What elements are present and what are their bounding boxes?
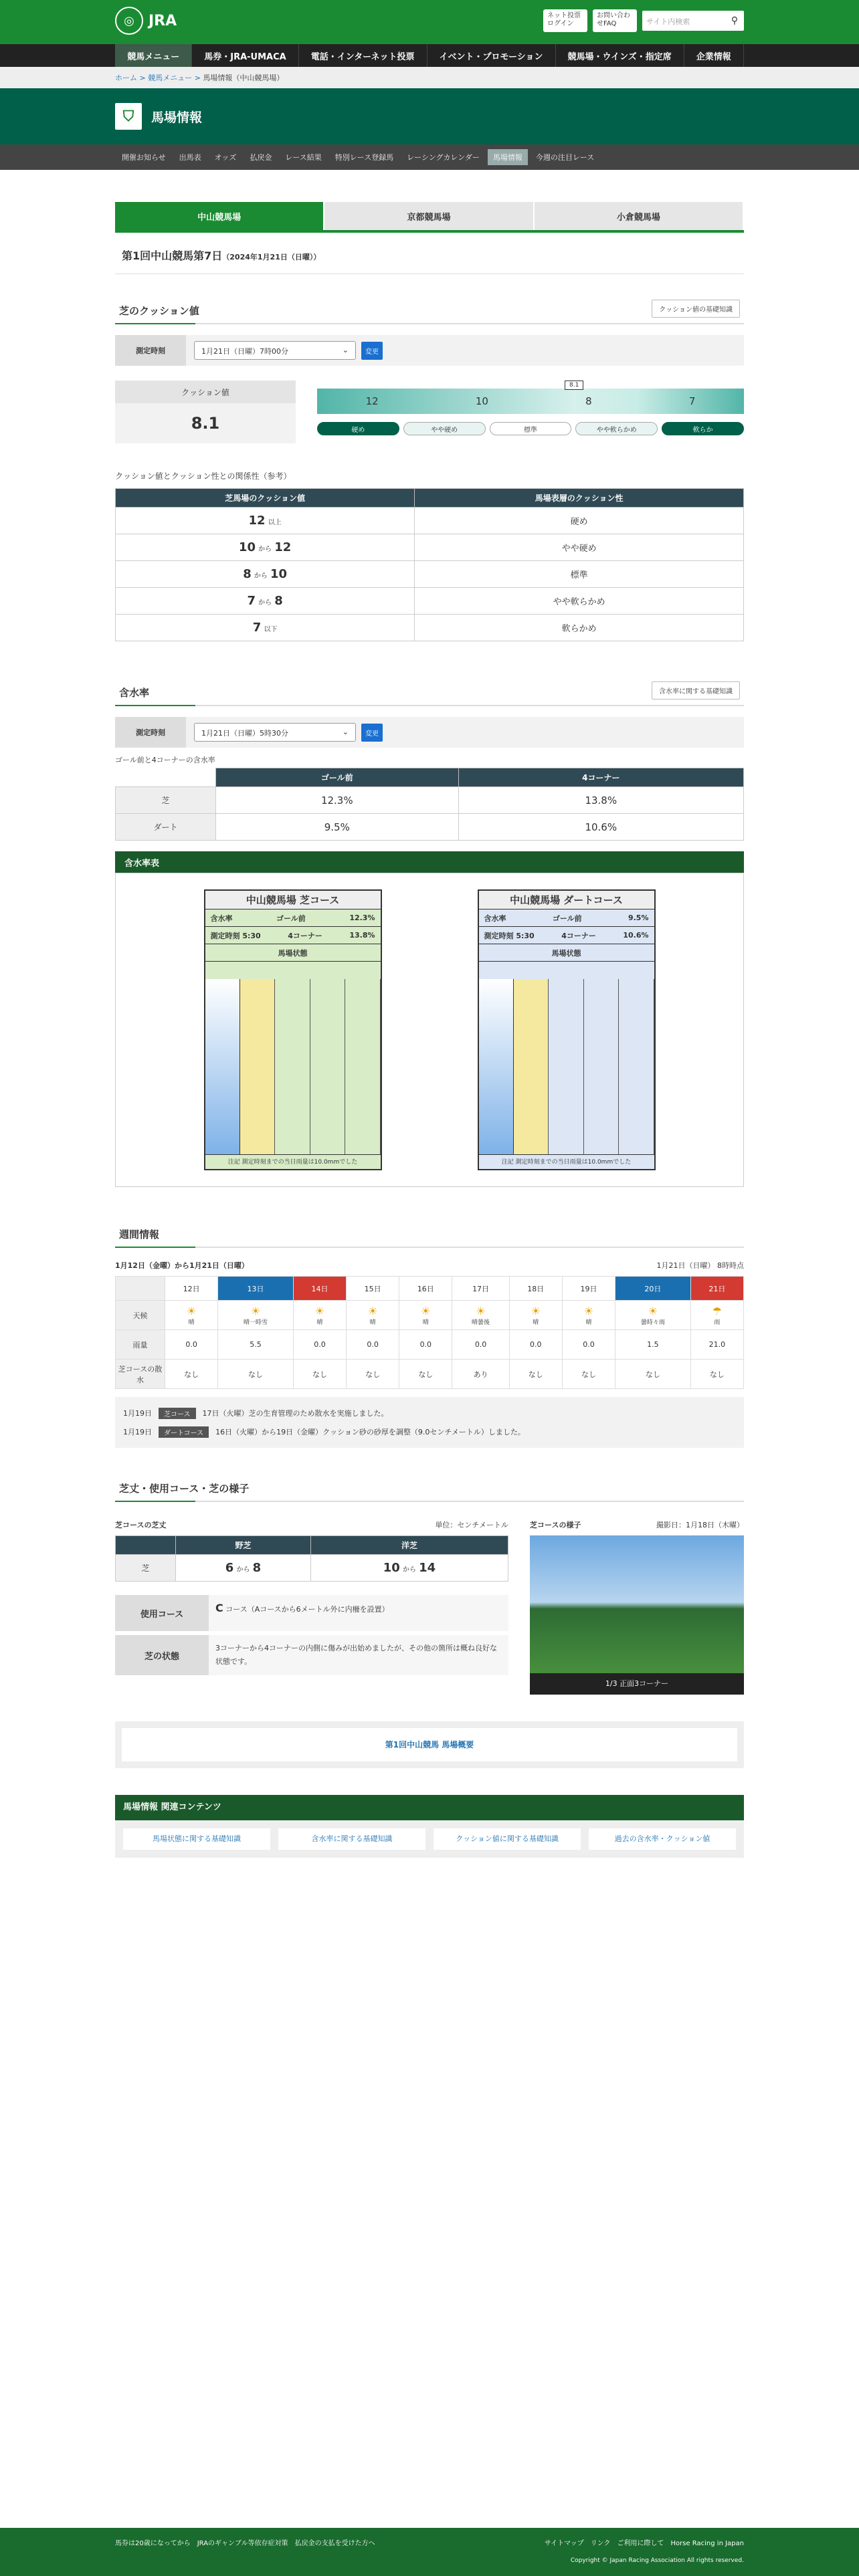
day-header: 16日 [399,1277,452,1301]
page-title-bar [0,88,859,144]
cushion-knowledge-button[interactable]: クッション値の基礎知識 [652,300,740,318]
subnav-item[interactable]: 特別レース登録馬 [335,153,394,162]
site-header [0,0,859,44]
day-header: 14日 [293,1277,346,1301]
related-link[interactable]: 馬場状態に関する基礎知識 [123,1828,270,1850]
weather-cell: ☀ 晴曇後 [452,1301,509,1330]
weather-icon: ☀ [186,1304,197,1317]
subnav-item[interactable]: 開催お知らせ [122,153,166,162]
table-row: ダート 9.5% 10.6% [116,814,744,841]
weather-cell: ☀ 晴 [509,1301,562,1330]
crumb-current: 馬場情報（中山競馬場） [203,74,284,82]
weather-cell: ☀ 晴 [293,1301,346,1330]
relation-caption: クッション値とクッション性との関係性（参考） [115,471,292,481]
jra-logo-icon: ◎ [115,7,143,35]
weather-cell: ☂ 雨 [690,1301,743,1330]
login-button[interactable]: ネット投票ログイン [543,9,587,32]
list-item: 1月19日 ダートコース 16日（火曜）から19日（金曜）クッション砂の砂厚を調整（9.0センチメートル）しました。 [123,1422,736,1441]
search-input[interactable]: サイト内検索 ⚲ [642,11,744,31]
table-row: 7 以下 軟らかめ [116,615,744,641]
related-link[interactable]: 含水率に関する基礎知識 [278,1828,425,1850]
weekly-table: 12日 13日 14日 15日 16日 17日 18日 19日 20日 21日 天候 ☀ 晴 ☀ 晴一時雪 ☀ 晴 ☀ 晴 ☀ 晴 ☀ 晴曇後 ☀ 晴 ☀ 晴 ☀ 曇時々雨 ☂ 雨 雨量 0.0 5.5 0.0 0.0 0.0 0.0 0.0 0.0 1.5 21.0 芝コースの散水 なし なし なし なし なし あり なし なし なし なし [115,1276,744,1389]
cushion-section-header: 芝のクッション値 クッション値の基礎知識 [115,300,744,324]
day-header: 12日 [165,1277,218,1301]
subnav-item[interactable]: 馬場情報 [488,149,528,165]
weather-icon: ☀ [583,1304,594,1317]
day-header: 20日 [615,1277,691,1301]
moisture-change-button[interactable]: 変更 [361,724,383,742]
cushion-scale: 8.1 12 10 8 7 硬め やや硬め 標準 やや軟らかめ 軟らか [317,381,744,443]
cushion-change-button[interactable]: 変更 [361,342,383,360]
day-header: 18日 [509,1277,562,1301]
site-footer [0,2528,859,2576]
grass-condition-row: 芝の状態 3コーナーから4コーナーの内側に傷みが出始めましたが、その他の箇所は概ね良好な状態です。 [115,1635,508,1675]
weather-cell: ☀ 晴 [165,1301,218,1330]
tab-kokura[interactable]: 小倉競馬場 [535,202,744,230]
table-row: 10 から 12 やや硬め [116,534,744,561]
weather-icon: ☀ [367,1304,378,1317]
subnav-item[interactable]: オッズ [214,153,237,162]
dirt-moisture-chart: 中山競馬場 ダートコース 含水率 ゴール前 9.5% 測定時刻 5:30 4コーナー 10.6% 馬場状態 注記 測定時刻までの当日雨量は10.0mmでした [478,889,656,1170]
weather-icon: ☀ [476,1304,486,1317]
search-icon[interactable]: ⚲ [731,15,739,26]
subnav-item[interactable]: レーシングカレンダー [407,153,480,162]
subnav-item[interactable]: 出馬表 [179,153,201,162]
weather-cell: ☀ 晴 [399,1301,452,1330]
crumb-home[interactable]: ホーム [115,74,137,82]
gnav-item[interactable]: 競馬場・ウインズ・指定席 [556,44,684,67]
copyright: Copyright © Japan Racing Association All rights reserved. [570,2557,744,2564]
turf-icon: ⛉ [115,103,142,130]
gnav-item[interactable]: 競馬メニュー [115,44,192,67]
faq-button[interactable]: お問い合わせFAQ [593,9,637,32]
weather-icon: ☀ [648,1304,658,1317]
moisture-chart-bar: 含水率表 [115,851,744,873]
table-row: 12 以上 硬め [116,508,744,534]
photo-pager[interactable]: 1/3 正面3コーナー [530,1673,744,1695]
day-header: 21日 [690,1277,743,1301]
sub-nav [0,144,859,170]
meeting-heading: 第1回中山競馬第7日（2024年1月21日（日曜）） [115,247,744,274]
chevron-down-icon: ⌄ [342,728,349,736]
weather-cell: ☀ 晴一時雪 [218,1301,294,1330]
footer-links-right[interactable]: サイトマップ リンク ご利用に際して Horse Racing in Japan [544,2540,744,2547]
related-link[interactable]: 過去の含水率・クッション値 [589,1828,736,1850]
gnav-item[interactable]: イベント・プロモーション [427,44,556,67]
day-header: 17日 [452,1277,509,1301]
table-row: 芝 12.3% 13.8% [116,787,744,814]
day-header: 15日 [347,1277,399,1301]
weather-icon: ☀ [250,1304,261,1317]
subnav-item[interactable]: 今週の注目レース [535,153,595,162]
weather-icon: ☀ [421,1304,431,1317]
table-row: 芝 6 から 8 10 から 14 [116,1555,508,1582]
breadcrumb: ホーム > 競馬メニュー > 馬場情報（中山競馬場） [0,67,859,88]
cushion-time-row: 測定時刻 1月21日（日曜）7時00分 ⌄ 変更 [115,335,744,366]
gnav-item[interactable]: 企業情報 [684,44,744,67]
moisture-time-select[interactable]: 1月21日（日曜）5時30分 ⌄ [194,723,356,742]
turf-moisture-chart: 中山競馬場 芝コース 含水率 ゴール前 12.3% 測定時刻 5:30 4コーナー 13.8% 馬場状態 注記 測定時刻までの当日雨量は10.0mmでした [204,889,382,1170]
moisture-time-row: 測定時刻 1月21日（日曜）5時30分 ⌄ 変更 [115,717,744,748]
cushion-time-select[interactable]: 1月21日（日曜）7時00分 ⌄ [194,341,356,360]
moisture-section-header: 含水率 含水率に関する基礎知識 [115,681,744,706]
course-photo [530,1535,744,1695]
crumb-menu[interactable]: 競馬メニュー [148,74,193,82]
course-section-header: 芝丈・使用コース・芝の様子 [115,1481,744,1502]
overview-link[interactable]: 第1回中山競馬 馬場概要 [122,1728,737,1761]
overview-link-box [115,1721,744,1768]
related-link[interactable]: クッション値に関する基礎知識 [434,1828,581,1850]
chevron-down-icon: ⌄ [342,346,349,354]
related-contents: 馬場情報 関連コンテンツ 馬場状態に関する基礎知識 含水率に関する基礎知識 クッション値に関する基礎知識 過去の含水率・クッション値 [115,1795,744,1858]
jra-logo[interactable]: ◎ JRA [115,7,177,35]
tab-kyoto[interactable]: 京都競馬場 [324,202,534,230]
grass-table: 野芝 洋芝 芝 6 から 8 10 から 14 [115,1535,508,1582]
table-row: 7 から 8 やや軟らかめ [116,588,744,615]
weekly-section-header: 週間情報 [115,1227,744,1248]
gnav-item[interactable]: 電話・インターネット投票 [299,44,427,67]
table-row: 8 から 10 標準 [116,561,744,588]
notes-box [115,1397,744,1448]
day-header: 19日 [562,1277,615,1301]
page-title: 馬場情報 [151,110,203,125]
subnav-item[interactable]: 払戻金 [250,153,272,162]
subnav-item[interactable]: レース結果 [285,153,322,162]
use-course-row: 使用コース C コース（Aコースから6メートル外に内柵を設置） [115,1595,508,1631]
gnav-item[interactable]: 馬券・JRA-UMACA [192,44,298,67]
weather-icon: ☂ [712,1304,723,1317]
cushion-relation-table: 芝馬場のクッション値 馬場表層のクッション性 12 以上 硬め 10 から 12 やや硬め 8 から 10 標準 7 から 8 やや軟らかめ 7 以下 軟らかめ [115,488,744,641]
course-tabs [115,202,744,233]
weather-cell: ☀ 晴 [347,1301,399,1330]
weather-cell: ☀ 晴 [562,1301,615,1330]
tab-nakayama[interactable]: 中山競馬場 [115,202,324,230]
weather-icon: ☀ [314,1304,325,1317]
global-nav [0,44,859,67]
footer-links-left[interactable]: 馬券は20歳になってから JRAのギャンブル等依存症対策 払戻金の支払を受けた方へ [115,2540,375,2547]
moisture-knowledge-button[interactable]: 含水率に関する基礎知識 [652,681,740,700]
list-item: 1月19日 芝コース 17日（火曜）芝の生育管理のため散水を実施しました。 [123,1404,736,1422]
cushion-value: 8.1 [115,403,296,443]
moisture-charts [115,873,744,1187]
day-header: 13日 [218,1277,294,1301]
cushion-pin: 8.1 [565,381,583,390]
weather-cell: ☀ 曇時々雨 [615,1301,691,1330]
cushion-value-box: クッション値 8.1 [115,381,296,443]
moisture-table: ゴール前 4コーナー 芝 12.3% 13.8% ダート 9.5% 10.6% [115,768,744,841]
weather-icon: ☀ [531,1304,541,1317]
